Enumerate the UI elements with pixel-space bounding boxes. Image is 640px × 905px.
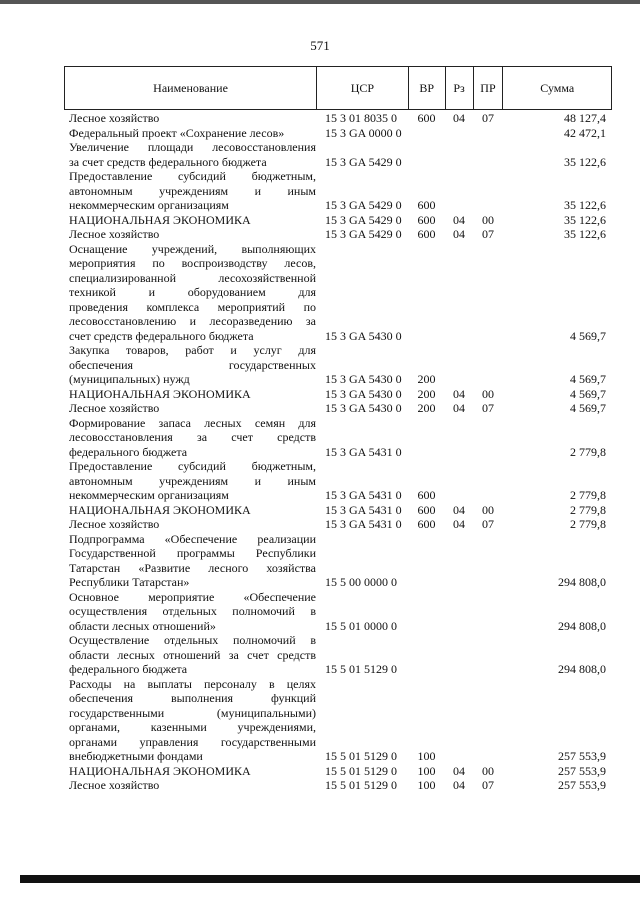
table-row <box>64 213 612 228</box>
row-rz: 04 <box>453 517 465 531</box>
row-pr: 07 <box>482 111 494 125</box>
row-name-line: государственными (муниципальными) <box>69 705 316 720</box>
row-name-line: органами управления государственными <box>69 734 316 749</box>
row-vr: 600 <box>417 198 436 212</box>
row-name <box>64 213 316 228</box>
header-vr: ВР <box>408 67 445 109</box>
table-row <box>64 764 612 779</box>
table-row <box>64 677 612 764</box>
row-name-line: Основное мероприятие «Обеспечение <box>69 589 316 604</box>
row-vr: 100 <box>417 749 436 763</box>
row-vr: 200 <box>417 386 436 401</box>
row-name-line: НАЦИОНАЛЬНАЯ ЭКОНОМИКА <box>69 212 251 227</box>
row-name-line: Татарстан «Развитие лесного хозяйства <box>69 560 316 575</box>
row-name-line: обеспечения выполнения функций <box>69 691 316 705</box>
row-vr: 600 <box>417 488 436 502</box>
row-name-line: области лесных отношений» <box>69 618 216 633</box>
row-name <box>64 778 316 793</box>
row-pr: 00 <box>482 212 494 227</box>
row-vr: 100 <box>417 763 436 778</box>
row-name-line: Расходы на выплаты персоналу в целях <box>69 676 316 691</box>
row-sum: 2 779,8 <box>570 502 606 517</box>
row-name-line: Лесное хозяйство <box>69 401 160 415</box>
row-vr: 600 <box>417 212 436 227</box>
row-csr: 15 3 GA 5430 0 <box>325 401 402 415</box>
row-csr: 15 3 GA 5430 0 <box>325 328 402 343</box>
row-name <box>64 764 316 779</box>
row-sum: 35 122,6 <box>564 154 606 169</box>
row-name-line: Лесное хозяйство <box>69 111 160 125</box>
row-csr: 15 5 01 5129 0 <box>325 763 397 778</box>
row-csr: 15 5 01 0000 0 <box>325 618 397 633</box>
table-row <box>64 517 612 532</box>
row-name-line: Лесное хозяйство <box>69 517 160 531</box>
table-row <box>64 126 612 141</box>
row-sum: 294 808,0 <box>558 618 606 633</box>
row-name-line: внебюджетными фондами <box>69 749 203 763</box>
row-vr: 100 <box>417 778 436 792</box>
row-csr: 15 3 01 8035 0 <box>325 111 397 125</box>
row-pr: 07 <box>482 517 494 531</box>
row-csr: 15 5 01 5129 0 <box>325 749 397 763</box>
row-name <box>64 459 316 503</box>
table-row <box>64 778 612 793</box>
row-name-line: за счет средств федерального бюджета <box>69 154 267 169</box>
row-name-line: Государственной программы Республики <box>69 546 316 560</box>
row-name <box>64 590 316 634</box>
row-rz: 04 <box>453 778 465 792</box>
row-name <box>64 227 316 242</box>
row-name-line: Лесное хозяйство <box>69 227 160 241</box>
row-sum: 257 553,9 <box>558 763 606 778</box>
row-name-line: специализированной лесохозяйственной <box>69 270 316 285</box>
row-name <box>64 532 316 590</box>
row-rz: 04 <box>453 386 465 401</box>
row-csr: 15 3 GA 5429 0 <box>325 198 402 212</box>
row-vr: 600 <box>417 517 436 531</box>
row-name <box>64 242 316 344</box>
row-rz: 04 <box>453 401 465 415</box>
row-name-line: федерального бюджета <box>69 444 188 459</box>
header-pr: ПР <box>473 67 503 109</box>
row-name <box>64 387 316 402</box>
row-csr: 15 3 GA 5430 0 <box>325 372 402 386</box>
row-name-line: НАЦИОНАЛЬНАЯ ЭКОНОМИКА <box>69 763 251 778</box>
table-row <box>64 242 612 344</box>
row-sum: 35 122,6 <box>564 198 606 212</box>
row-name-line: (муниципальных) нужд <box>69 372 190 386</box>
table-row <box>64 416 612 460</box>
row-sum: 294 808,0 <box>558 662 606 676</box>
row-name-line: Предоставление субсидий бюджетным, <box>69 459 316 473</box>
page-number: 571 <box>310 38 330 53</box>
row-csr: 15 3 GA 5430 0 <box>325 386 402 401</box>
table-row <box>64 387 612 402</box>
row-name-line: Предоставление субсидий бюджетным, <box>69 169 316 183</box>
row-name-line: автономным учреждениям и иным <box>69 183 316 198</box>
row-name-line: Закупка товаров, работ и услуг для <box>69 343 316 357</box>
row-name <box>64 343 316 387</box>
row-name-line: Оснащение учреждений, выполняющих <box>69 241 316 256</box>
row-sum: 48 127,4 <box>564 111 606 125</box>
row-rz: 04 <box>453 763 465 778</box>
row-name <box>64 169 316 213</box>
row-vr: 200 <box>417 401 436 415</box>
row-rz: 04 <box>453 212 465 227</box>
row-name-line: НАЦИОНАЛЬНАЯ ЭКОНОМИКА <box>69 502 251 517</box>
table-row <box>64 633 612 677</box>
table-row <box>64 343 612 387</box>
row-name-line: Увеличение площади лесовосстановления <box>69 140 316 154</box>
row-sum: 257 553,9 <box>558 749 606 763</box>
row-name-line: обеспечения государственных <box>69 357 316 372</box>
row-pr: 07 <box>482 401 494 415</box>
row-name <box>64 401 316 416</box>
row-name-line: автономным учреждениям и иным <box>69 473 316 488</box>
row-vr: 600 <box>417 502 436 517</box>
row-name-line: Осуществление отдельных полномочий в <box>69 633 316 647</box>
row-sum: 2 779,8 <box>570 444 606 459</box>
row-name-line: Лесное хозяйство <box>69 778 160 792</box>
row-name-line: Федеральный проект «Сохранение лесов» <box>69 125 285 140</box>
row-rz: 04 <box>453 227 465 241</box>
row-rz: 04 <box>453 111 465 125</box>
row-csr: 15 3 GA 5431 0 <box>325 444 402 459</box>
row-csr: 15 5 01 5129 0 <box>325 662 397 676</box>
row-name <box>64 503 316 518</box>
row-name-line: мероприятия по воспроизводству лесов, <box>69 256 316 270</box>
row-name-line: области лесных отношений за счет средств <box>69 647 316 662</box>
row-pr: 00 <box>482 502 494 517</box>
header-sum: Сумма <box>502 67 611 109</box>
row-sum: 294 808,0 <box>558 575 606 589</box>
row-name-line: Подпрограмма «Обеспечение реализации <box>69 531 316 546</box>
top-scan-edge <box>0 0 640 4</box>
table-row <box>64 401 612 416</box>
row-sum: 35 122,6 <box>564 212 606 227</box>
row-csr: 15 3 GA 5429 0 <box>325 212 402 227</box>
row-csr: 15 3 GA 5429 0 <box>325 227 402 241</box>
row-rz: 04 <box>453 502 465 517</box>
row-vr: 600 <box>417 111 436 125</box>
row-csr: 15 3 GA 5431 0 <box>325 502 402 517</box>
table-row <box>64 459 612 503</box>
row-sum: 2 779,8 <box>570 488 606 502</box>
table-row <box>64 590 612 634</box>
table-row <box>64 532 612 590</box>
header-csr: ЦСР <box>316 67 408 109</box>
row-csr: 15 3 GA 5431 0 <box>325 488 402 502</box>
row-name-line: НАЦИОНАЛЬНАЯ ЭКОНОМИКА <box>69 386 251 401</box>
row-sum: 42 472,1 <box>564 125 606 140</box>
header-rz: Рз <box>445 67 473 109</box>
row-csr: 15 3 GA 5429 0 <box>325 154 402 169</box>
row-name-line: техникой и оборудованием для <box>69 285 316 299</box>
row-name-line: некоммерческим организациям <box>69 488 229 502</box>
row-name <box>64 416 316 460</box>
row-sum: 4 569,7 <box>570 328 606 343</box>
row-name-line: федерального бюджета <box>69 662 188 676</box>
table-row <box>64 503 612 518</box>
row-name-line: лесовосстановлению и лесоразведению за <box>69 314 316 328</box>
row-csr: 15 3 GA 0000 0 <box>325 125 402 140</box>
row-sum: 35 122,6 <box>564 227 606 241</box>
row-name <box>64 517 316 532</box>
row-vr: 200 <box>417 372 436 386</box>
row-name-line: проведения комплекса мероприятий по <box>69 299 316 314</box>
row-name-line: Республики Татарстан» <box>69 575 190 589</box>
row-name-line: Формирование запаса лесных семян для <box>69 415 316 430</box>
row-pr: 00 <box>482 386 494 401</box>
table-row <box>64 140 612 169</box>
table-row <box>64 227 612 242</box>
row-pr: 07 <box>482 778 494 792</box>
row-name <box>64 111 316 126</box>
table-body <box>64 111 612 793</box>
row-name <box>64 633 316 677</box>
row-name <box>64 677 316 764</box>
table-row <box>64 111 612 126</box>
row-name-line: осуществления отдельных полномочий в <box>69 604 316 618</box>
row-csr: 15 5 01 5129 0 <box>325 778 397 792</box>
header-name: Наименование <box>153 80 228 95</box>
bottom-scan-edge <box>20 875 640 883</box>
row-pr: 00 <box>482 763 494 778</box>
row-name-line: лесовосстановления за счет средств <box>69 430 316 444</box>
row-vr: 600 <box>417 227 436 241</box>
row-name-line: органами, казенными учреждениями, <box>69 720 316 734</box>
row-name-line: счет средств федерального бюджета <box>69 328 254 343</box>
row-name <box>64 126 316 141</box>
row-sum: 4 569,7 <box>570 401 606 415</box>
row-name-line: некоммерческим организациям <box>69 198 229 212</box>
row-csr: 15 3 GA 5431 0 <box>325 517 402 531</box>
row-csr: 15 5 00 0000 0 <box>325 575 397 589</box>
row-sum: 4 569,7 <box>570 386 606 401</box>
row-name <box>64 140 316 169</box>
table-row <box>64 169 612 213</box>
row-sum: 257 553,9 <box>558 778 606 792</box>
row-pr: 07 <box>482 227 494 241</box>
row-sum: 2 779,8 <box>570 517 606 531</box>
row-sum: 4 569,7 <box>570 372 606 386</box>
table-header <box>64 66 612 110</box>
